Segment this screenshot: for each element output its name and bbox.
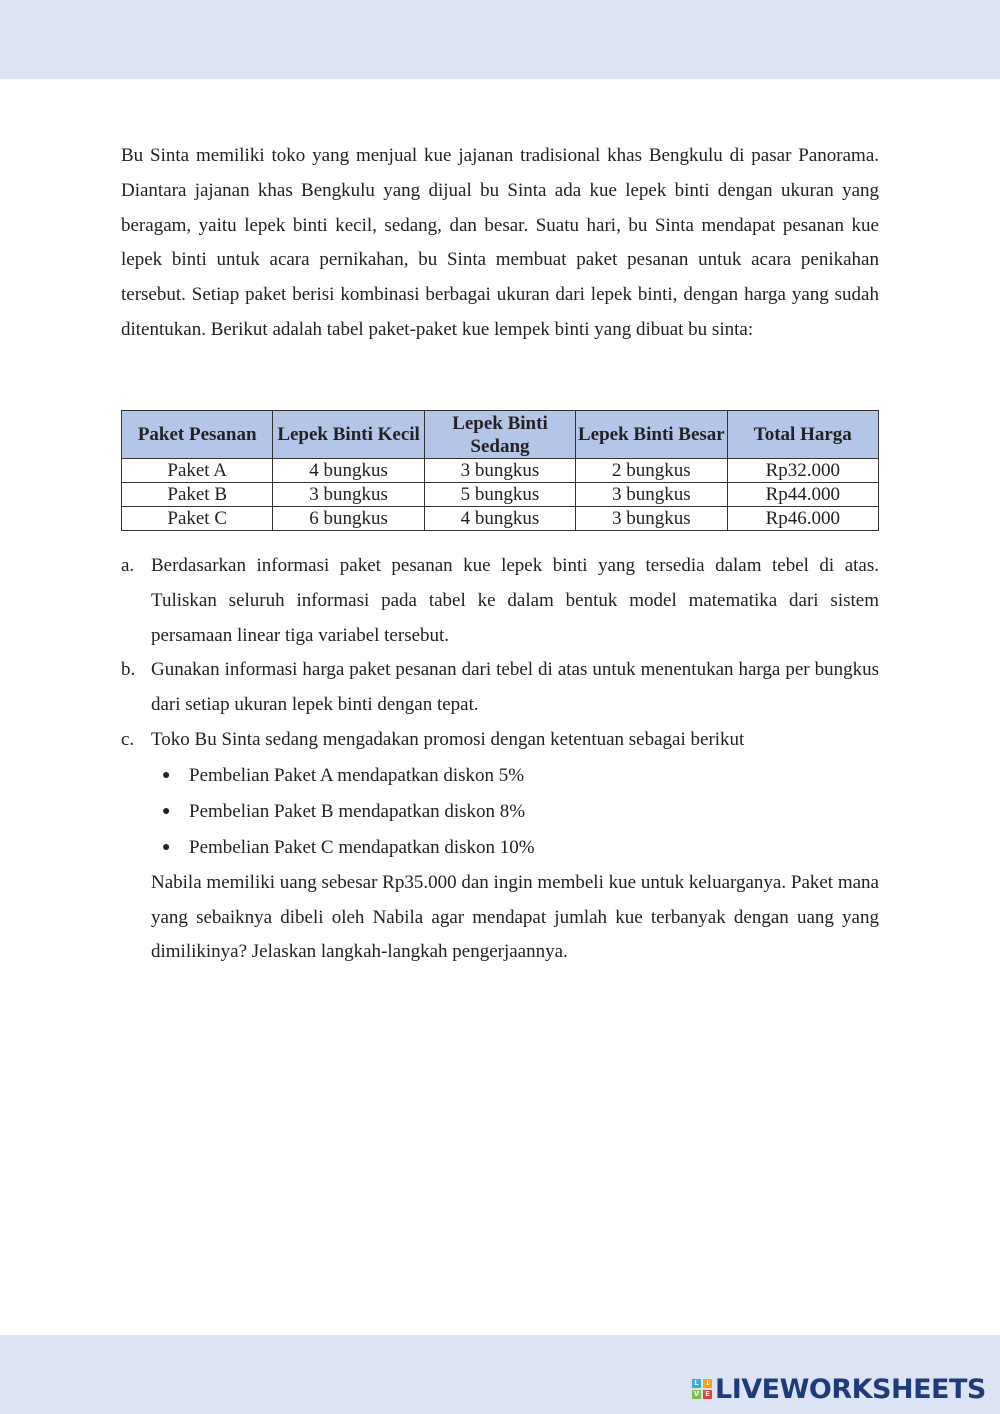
promo-text: Pembelian Paket C mendapatkan diskon 10% [189,836,535,858]
table-header-cell: Total Harga [727,411,878,459]
table-row [122,459,879,483]
table-cell: Paket B [122,483,273,507]
table-header-cell: Paket Pesanan [122,411,273,459]
question-c [121,723,879,758]
table-cell: 6 bungkus [273,507,424,531]
intro-paragraph: Bu Sinta memiliki toko yang menjual kue jajanan tradisional khas Bengkulu di pasar Panorama. Diantara jajanan khas Bengkulu yang dijual bu Sinta ada kue lepek binti dengan ukuran yang beragam, yaitu lepek binti kecil, sedang, dan besar. Suatu hari, bu Sinta mendapat pesanan kue lepek binti untuk acara pernikahan, bu Sinta membuat paket pesanan untuk acara penikahan tersebut. Setiap paket berisi kombinasi berbagai ukuran dari lepek binti, dengan harga yang sudah ditentukan. Berikut adalah tabel paket-paket kue lempek binti yang dibuat bu sinta: [121,145,879,340]
question-text: Toko Bu Sinta sedang mengadakan promosi dengan ketentuan sebagai berikut [151,728,745,750]
table-cell: 2 bungkus [576,459,727,483]
top-band [0,0,1000,79]
table-cell: 3 bungkus [424,459,575,483]
question-b [121,653,879,723]
list-item [158,830,879,866]
list-item [158,758,879,794]
question-marker: b. [121,659,136,681]
table-cell: Paket C [122,507,273,531]
closing-text: Nabila memiliki uang sebesar Rp35.000 dan ingin membeli kue untuk keluarganya. Paket mana yang sebaiknya dibeli oleh Nabila agar mendapat jumlah kue terbanyak dengan uang yang dimilikinya? Jelaskan langkah-langkah pengerjaannya. [151,871,879,963]
logo-text: LIVEWORKSHEETS [715,1373,986,1405]
table-cell: Rp32.000 [727,459,878,483]
table-cell: Paket A [122,459,273,483]
logo-letter: I [703,1379,712,1388]
question-c-closing [121,866,879,970]
table-cell: 3 bungkus [576,507,727,531]
question-a [121,549,879,653]
liveworksheets-logo[interactable] [692,1372,986,1406]
question-marker: c. [121,728,135,750]
table-cell: 4 bungkus [273,459,424,483]
table-row [122,483,879,507]
bullet-icon: ● [162,767,171,783]
table-cell: 5 bungkus [424,483,575,507]
table-cell: Rp46.000 [727,507,878,531]
table-header-cell: Lepek Binti Sedang [424,411,575,459]
table-cell: Rp44.000 [727,483,878,507]
promo-text: Pembelian Paket B mendapatkan diskon 8% [189,800,526,822]
question-marker: a. [121,555,135,576]
logo-letter: V [693,1390,700,1398]
table-header-cell: Lepek Binti Besar [576,411,727,459]
bullet-icon: ● [162,839,171,855]
question-text: Berdasarkan informasi paket pesanan kue lepek binti yang tersedia dalam tebel di atas. Tuliskan seluruh informasi pada tabel ke dalam bentuk model matematika dari sistem persamaan linear tiga variabel tersebut. [151,555,879,646]
list-item [158,794,879,830]
logo-letter: E [703,1390,712,1399]
table-cell: 3 bungkus [576,483,727,507]
promo-list [121,758,879,866]
table-row [122,507,879,531]
question-text: Gunakan informasi harga paket pesanan dari tebel di atas untuk menentukan harga per bungkus dari setiap ukuran lepek binti dengan tepat. [151,659,879,716]
questions-section [121,549,879,970]
table-header-cell: Lepek Binti Kecil [273,411,424,459]
table-cell: 4 bungkus [424,507,575,531]
package-table [121,410,879,531]
promo-text: Pembelian Paket A mendapatkan diskon 5% [189,764,525,786]
logo-mark-icon [692,1379,712,1399]
table-cell: 3 bungkus [273,483,424,507]
logo-letter: L [692,1379,701,1388]
bullet-icon: ● [162,803,171,819]
table-header-row [122,411,879,459]
